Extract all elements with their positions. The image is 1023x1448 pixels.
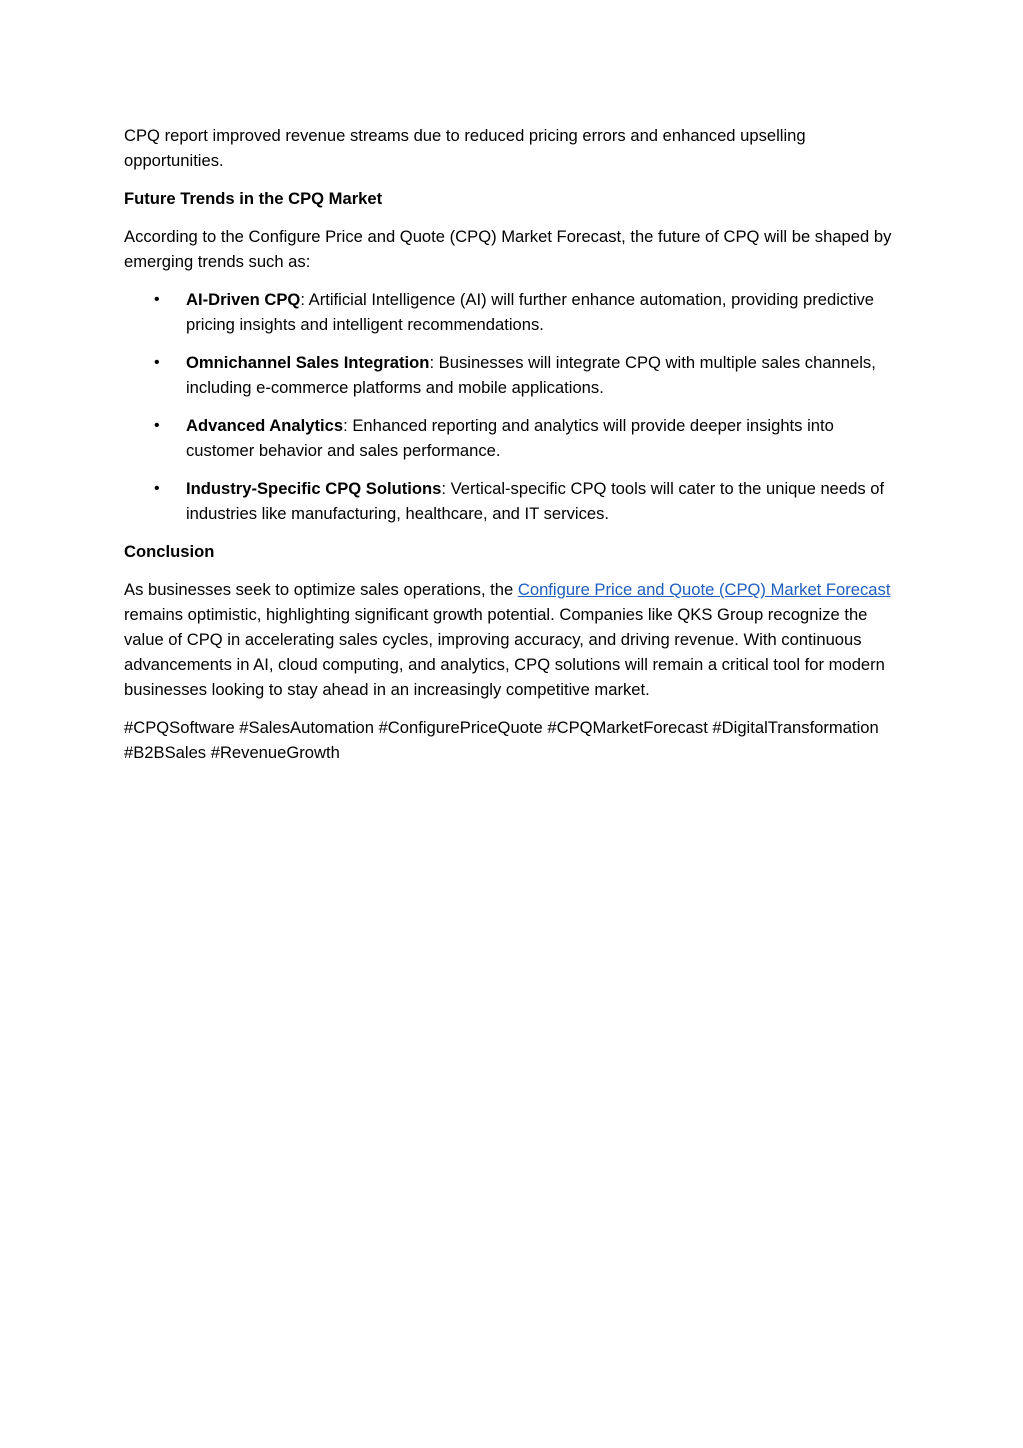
bullet-icon: • [154, 291, 160, 308]
conclusion-heading: Conclusion [124, 542, 215, 561]
list-item [124, 350, 904, 400]
conclusion-text-before-link: As businesses seek to optimize sales operations, the [124, 580, 518, 599]
future-trends-intro-paragraph: According to the Configure Price and Quote (CPQ) Market Forecast, the future of CPQ will be shaped by emerging trends such as: [124, 227, 892, 271]
hashtags-paragraph: #CPQSoftware #SalesAutomation #ConfigurePriceQuote #CPQMarketForecast #DigitalTransformation #B2BSales #RevenueGrowth [124, 718, 879, 762]
conclusion-text-after-link: remains optimistic, highlighting significant growth potential. Companies like QKS Group recognize the value of CPQ in accelerating sales cycles, improving accuracy, and driving revenue. With continuous advancements in AI, cloud computing, and analytics, CPQ solutions will remain a critical tool for modern businesses looking to stay ahead in an increasingly competitive market. [124, 605, 885, 699]
trend-description: : Enhanced reporting and analytics will provide deeper insights into customer behavior and sales performance. [186, 416, 834, 460]
intro-continuation-paragraph: CPQ report improved revenue streams due to reduced pricing errors and enhanced upselling opportunities. [124, 126, 806, 170]
bullet-icon: • [154, 480, 160, 497]
trend-term: AI-Driven CPQ [186, 290, 301, 309]
cpq-market-forecast-link[interactable]: Configure Price and Quote (CPQ) Market Forecast [517, 580, 891, 599]
trend-description: : Vertical-specific CPQ tools will cater to the unique needs of industries like manufacturing, healthcare, and IT services. [186, 479, 885, 523]
document-page [124, 123, 904, 778]
bullet-icon: • [154, 354, 160, 371]
trend-term: Advanced Analytics [186, 416, 344, 435]
list-item [124, 413, 904, 463]
list-item [124, 476, 904, 526]
bullet-icon: • [154, 417, 160, 434]
trend-description: : Artificial Intelligence (AI) will further enhance automation, providing predictive pricing insights and intelligent recommendations. [186, 290, 875, 334]
trend-term: Industry-Specific CPQ Solutions [186, 479, 442, 498]
trend-term: Omnichannel Sales Integration [186, 353, 430, 372]
list-item [124, 287, 904, 337]
trend-description: : Businesses will integrate CPQ with multiple sales channels, including e-commerce platforms and mobile applications. [186, 353, 876, 397]
trends-list [124, 287, 904, 526]
conclusion-paragraph [124, 577, 904, 702]
future-trends-heading: Future Trends in the CPQ Market [124, 189, 383, 208]
